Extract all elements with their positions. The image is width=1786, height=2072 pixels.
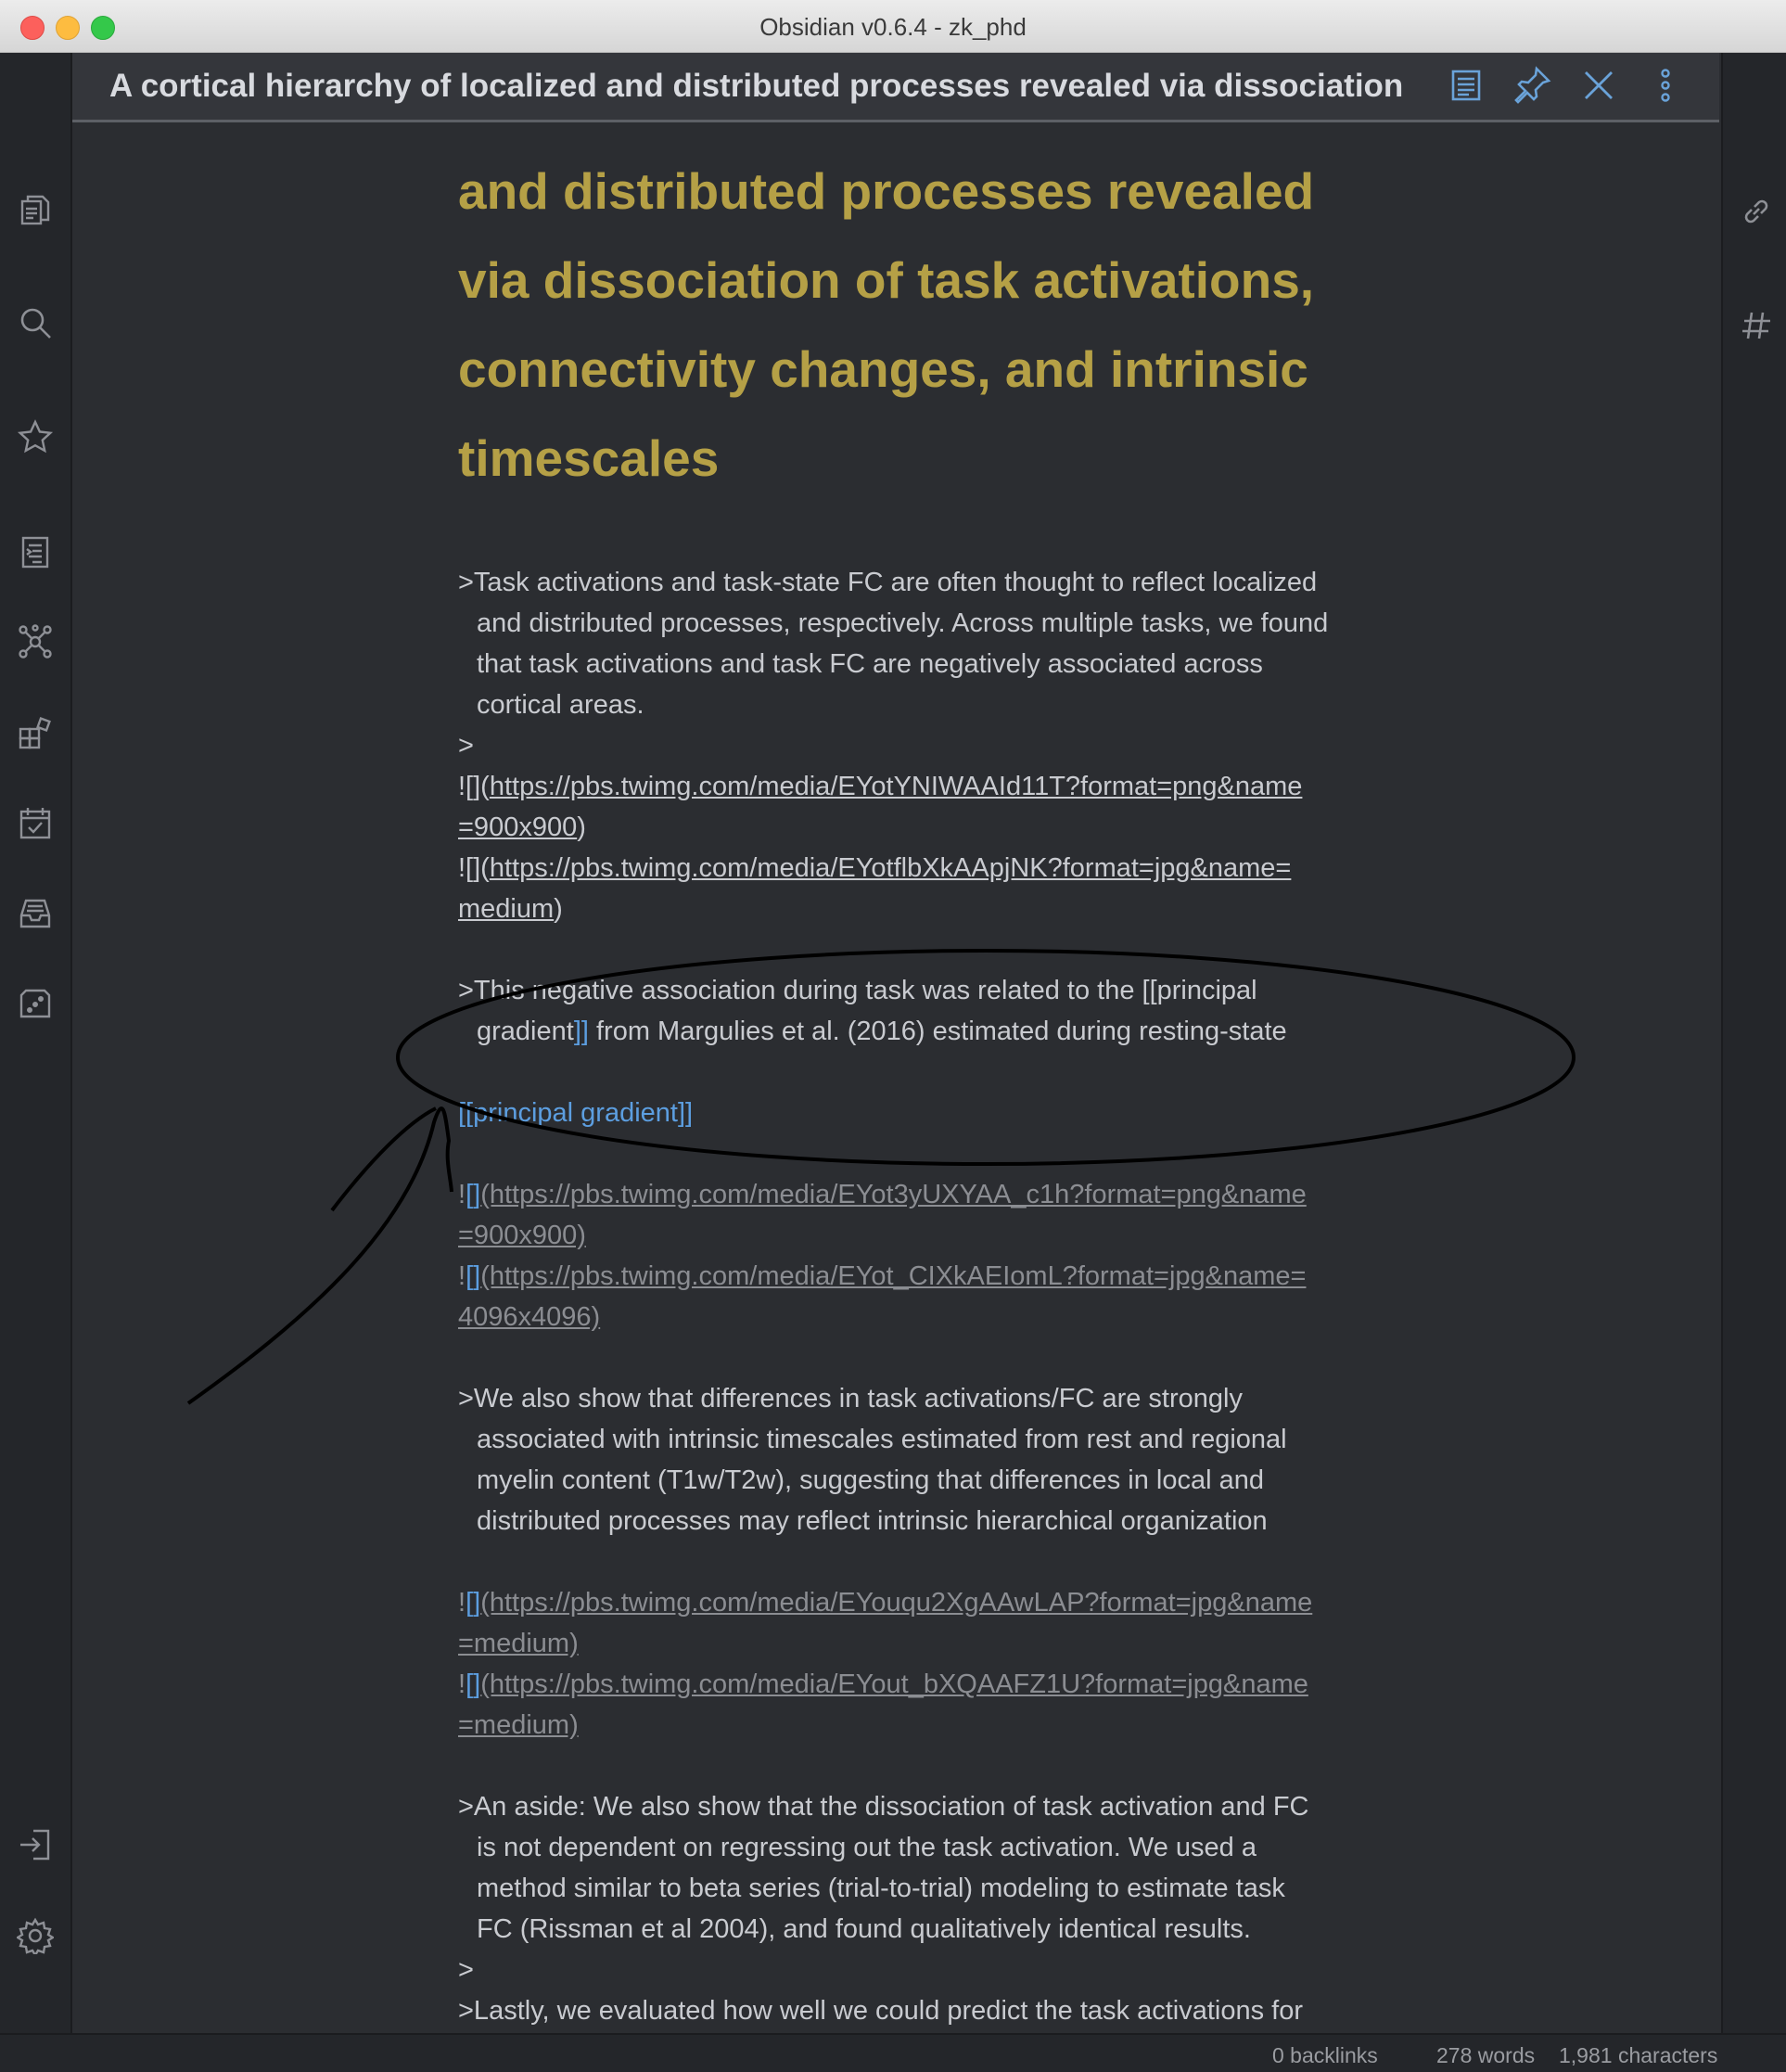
- wikilink-bracket: ]]: [573, 1017, 589, 1046]
- search-icon[interactable]: [17, 304, 54, 341]
- image-embed-line: [458, 1582, 1450, 1623]
- settings-icon[interactable]: [17, 1917, 54, 1954]
- heading-line: connectivity changes, and intrinsic: [458, 340, 1308, 398]
- random-note-icon[interactable]: [17, 985, 54, 1022]
- star-icon[interactable]: [17, 418, 54, 455]
- text-line: is not dependent on regressing out the task activation. We used a: [477, 1833, 1257, 1862]
- preview-icon[interactable]: [1445, 64, 1487, 107]
- text-line: [458, 1011, 1450, 1052]
- heading-line: via dissociation of task activations,: [458, 251, 1315, 309]
- embed-prefix: ![](: [458, 772, 490, 801]
- wikilink-principal-gradient[interactable]: [[principal gradient]]: [458, 1098, 694, 1128]
- tags-hash-icon[interactable]: [1738, 307, 1775, 344]
- text-line: cortical areas.: [477, 690, 644, 720]
- backlinks-count[interactable]: 0 backlinks: [1272, 2043, 1378, 2067]
- embed-prefix: !: [458, 1669, 466, 1699]
- graph-view-icon[interactable]: [17, 623, 54, 660]
- heading-line: timescales: [458, 429, 720, 487]
- image-url-link[interactable]: https://pbs.twimg.com/media/EYotYNIWAAId11T?format=png&name: [489, 772, 1303, 801]
- image-embed-line: [458, 1297, 1450, 1337]
- calendar-icon[interactable]: [17, 804, 54, 841]
- text-line: >Task activations and task-state FC are often thought to reflect localized: [458, 568, 1318, 597]
- image-embed-line: [458, 807, 1450, 848]
- embed-bracket: []: [466, 1588, 481, 1618]
- image-url-link[interactable]: (https://pbs.twimg.com/media/EYot3yUXYAA_c1h?format=png&name: [480, 1180, 1307, 1209]
- image-url-link[interactable]: (https://pbs.twimg.com/media/EYouqu2XgAAwLAP?format=jpg&name: [480, 1588, 1313, 1618]
- embed-prefix: ![](: [458, 853, 490, 883]
- backlinks-link-icon[interactable]: [1738, 193, 1775, 230]
- outline-icon[interactable]: [17, 533, 54, 570]
- text-line: method similar to beta series (trial-to-trial) modeling to estimate task: [477, 1874, 1285, 1903]
- text-line: >Lastly, we evaluated how well we could predict the task activations for: [458, 1996, 1304, 2026]
- image-url-link[interactable]: =medium): [458, 1629, 579, 1658]
- image-url-link[interactable]: =900x900: [458, 812, 578, 842]
- paragraph-task-activations: [458, 562, 1450, 2031]
- image-url-link[interactable]: https://pbs.twimg.com/media/EYotflbXkAApjNK?format=jpg&name=: [489, 853, 1292, 883]
- image-embed-line: [458, 848, 1450, 889]
- word-count: 278 words: [1436, 2043, 1536, 2067]
- text-line: >: [458, 1955, 474, 1985]
- embed-prefix: !: [458, 1588, 466, 1618]
- window-title: Obsidian v0.6.4 - zk_phd: [759, 13, 1027, 41]
- embed-prefix: !: [458, 1180, 466, 1209]
- text-line: distributed processes may reflect intrinsic hierarchical organization: [477, 1506, 1268, 1536]
- image-embed-line: [458, 1623, 1450, 1664]
- image-embed-line: [458, 1664, 1450, 1705]
- markdown-editor[interactable]: [72, 122, 1719, 2033]
- note-heading: [458, 147, 1450, 503]
- embed-prefix: !: [458, 1261, 466, 1291]
- image-url-link[interactable]: (https://pbs.twimg.com/media/EYout_bXQAAFZ1U?format=jpg&name: [480, 1669, 1308, 1699]
- text-span: gradient: [477, 1017, 574, 1046]
- heading-line: and distributed processes revealed: [458, 162, 1315, 220]
- image-embed-line: [458, 889, 1450, 929]
- pane-title[interactable]: A cortical hierarchy of localized and distributed processes revealed via dissociation: [109, 68, 1404, 104]
- embed-suffix: ): [554, 894, 563, 924]
- more-options-icon[interactable]: [1644, 64, 1687, 107]
- image-embed-line: [458, 1256, 1450, 1297]
- text-line: associated with intrinsic timescales estimated from rest and regional: [477, 1425, 1287, 1454]
- note-content[interactable]: [458, 147, 1450, 2031]
- open-vault-icon[interactable]: [17, 1826, 54, 1863]
- image-url-link[interactable]: (https://pbs.twimg.com/media/EYot_CIXkAEIomL?format=jpg&name=: [480, 1261, 1307, 1291]
- pane-header: [72, 53, 1719, 122]
- close-icon[interactable]: [1577, 64, 1620, 107]
- window-titlebar: [0, 0, 1786, 53]
- image-url-link[interactable]: =medium): [458, 1710, 579, 1740]
- image-url-link[interactable]: medium: [458, 894, 555, 924]
- right-sidebar: [1721, 53, 1786, 2033]
- text-line: [458, 970, 1450, 1011]
- embed-suffix: ): [577, 812, 586, 842]
- text-span: [[principal: [1142, 976, 1257, 1005]
- text-line: >An aside: We also show that the dissociation of task activation and FC: [458, 1792, 1309, 1822]
- image-embed-line: [458, 1174, 1450, 1215]
- text-line: FC (Rissman et al 2004), and found qualitatively identical results.: [477, 1914, 1251, 1944]
- text-line: and distributed processes, respectively. Across multiple tasks, we found: [477, 608, 1329, 638]
- embed-bracket: []: [466, 1669, 481, 1699]
- embed-bracket: []: [466, 1261, 481, 1291]
- text-line: >We also show that differences in task activations/FC are strongly: [458, 1384, 1243, 1413]
- archive-icon[interactable]: [17, 895, 54, 932]
- pin-icon[interactable]: [1511, 64, 1553, 107]
- image-embed-line: [458, 766, 1450, 807]
- file-explorer-icon[interactable]: [17, 192, 54, 229]
- plugins-icon[interactable]: [17, 714, 54, 751]
- image-embed-line: [458, 1705, 1450, 1746]
- image-embed-line: [458, 1215, 1450, 1256]
- text-span: from Margulies et al. (2016) estimated during resting-state: [588, 1017, 1287, 1046]
- text-line: myelin content (T1w/T2w), suggesting that differences in local and: [477, 1465, 1264, 1495]
- text-line: >: [458, 731, 474, 761]
- image-url-link[interactable]: =900x900): [458, 1221, 586, 1250]
- text-line: that task activations and task FC are negatively associated across: [477, 649, 1263, 679]
- embed-bracket: []: [466, 1180, 481, 1209]
- text-span: >This negative association during task was related to the: [458, 976, 1142, 1005]
- image-url-link[interactable]: 4096x4096): [458, 1302, 601, 1332]
- left-ribbon: [0, 53, 72, 2033]
- status-bar: [0, 2033, 1786, 2072]
- character-count: 1,981 characters: [1559, 2043, 1718, 2067]
